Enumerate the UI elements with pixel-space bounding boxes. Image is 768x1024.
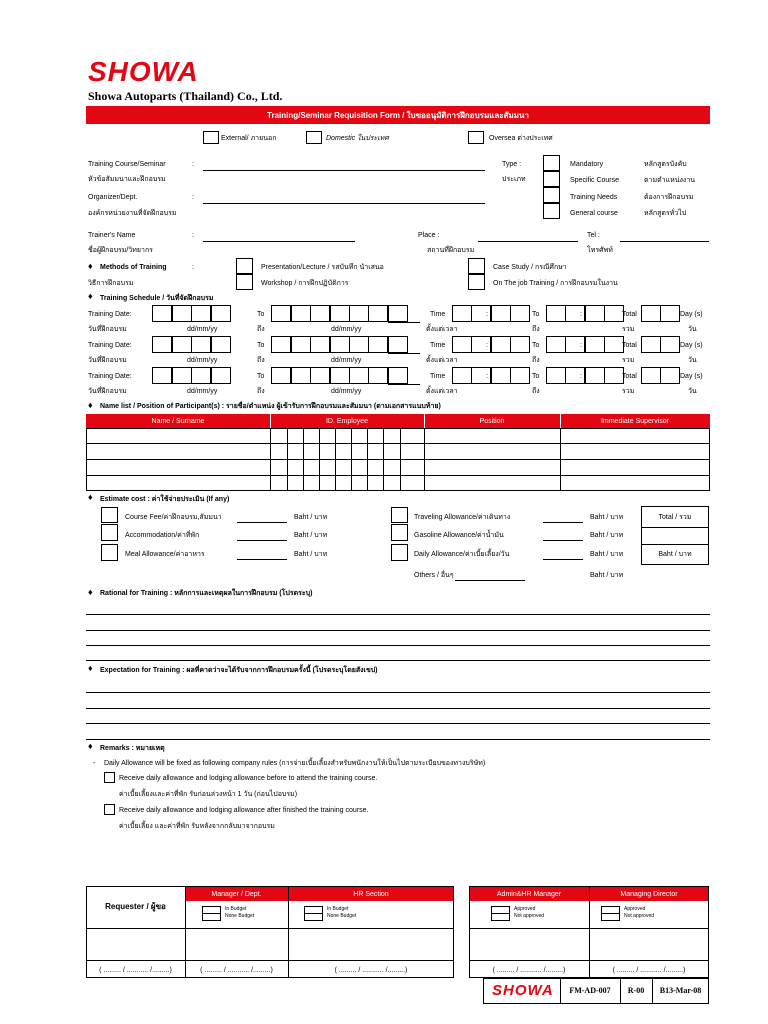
methods-label-th: วิธีการฝึกอบรม	[88, 280, 134, 287]
md-approved-label: Approved	[624, 906, 646, 912]
cost-total-box-divider	[641, 527, 709, 545]
approval-right-row-1	[469, 928, 709, 929]
col-id-header: ID. Employee	[325, 418, 369, 425]
cost-travel-input[interactable]	[543, 522, 583, 523]
type-needs-label: Training Needs	[570, 194, 618, 201]
cost-course-baht: Baht / บาท	[294, 514, 328, 521]
type-mandatory-checkbox[interactable]	[543, 155, 560, 171]
cost-daily-baht: Baht / บาท	[590, 551, 624, 558]
schedule-fmt-start-2: dd/mm/yy	[187, 357, 218, 364]
cost-gasoline-baht: Baht / บาท	[590, 532, 624, 539]
expectation-line-3[interactable]	[86, 723, 710, 724]
cost-daily-checkbox[interactable]	[391, 544, 408, 561]
schedule-to-3: To	[257, 373, 265, 380]
methods-label: Methods of Training	[100, 264, 167, 271]
schedule-to2-th-2: ถึง	[532, 357, 540, 364]
participant-header-divider-1	[270, 414, 271, 428]
hr-in-budget-label: In Budget	[327, 906, 349, 912]
remarks-line: Daily Allowance will be fixed as following company rules (การจ่ายเบี้ยเลี้ยงสำหรับพนักงานให้เป็นไปตามระเบียบของทางบริษัท)	[104, 760, 486, 767]
schedule-fmt-end-1: dd/mm/yy	[331, 326, 362, 333]
schedule-to2-2: To	[532, 342, 540, 349]
course-label: Training Course/Seminar	[88, 161, 166, 168]
participant-col-line-7	[367, 428, 368, 491]
rational-line-1[interactable]	[86, 614, 710, 615]
time-start-box-2-1[interactable]	[452, 336, 472, 353]
start-date-box-3-1[interactable]	[152, 367, 172, 384]
remarks-opt2-th: ค่าเบี้ยเลี้ยง และค่าที่พัก รับหลังจากกลับมาจากอบรม	[119, 823, 275, 830]
expectation-line-1[interactable]	[86, 692, 710, 693]
time-start-min-box-2-1[interactable]	[491, 336, 511, 353]
end-date-box-2-4[interactable]	[330, 336, 350, 353]
cost-meal-input[interactable]	[237, 559, 287, 560]
schedule-total-2: Total	[622, 342, 637, 349]
end-date-box-3-6[interactable]	[368, 367, 388, 384]
participant-col-line-4	[319, 428, 320, 491]
schedule-label: Training Schedule / วันที่จัดฝึกอบรม	[100, 295, 214, 302]
schedule-days-2: Day (s)	[680, 342, 703, 349]
oversea-label: Oversea ต่างประเทศ	[489, 135, 553, 142]
expectation-label: Expectation for Training : ผลที่คาดว่าจะได้รับจากการฝึกอบรมครั้งนี้ (โปรดระบุโดยสังเขป)	[100, 667, 378, 674]
total-days-box-3-1[interactable]	[641, 367, 661, 384]
participant-row-line-3	[86, 475, 710, 476]
hr-none-budget-label: None Budget	[327, 913, 357, 919]
time-end-min-box-3-1[interactable]	[585, 367, 605, 384]
end-date-underline-3	[388, 384, 420, 385]
remarks-bullet-icon: ♦	[88, 741, 93, 751]
schedule-time-th-2: ตั้งแต่เวลา	[426, 357, 458, 364]
footer-code: FM-AD-007	[569, 986, 611, 995]
participants-bullet-icon: ♦	[88, 400, 93, 410]
schedule-time-th-1: ตั้งแต่เวลา	[426, 326, 458, 333]
admin-header: Admin&HR Manager	[496, 891, 562, 898]
domestic-label: Domestic ในประเทศ	[326, 135, 389, 142]
time-end-box-1-1[interactable]	[546, 305, 566, 322]
schedule-time-1: Time	[430, 311, 446, 318]
time-start-min-box-3-2[interactable]	[510, 367, 530, 384]
manager-none-budget-label: None Budget	[225, 913, 255, 919]
tel-input[interactable]	[620, 241, 709, 242]
admin-approved-label: Approved	[514, 906, 536, 912]
type-general-label: General course	[570, 210, 618, 217]
time-start-box-1-1[interactable]	[452, 305, 472, 322]
schedule-to-th-1: ถึง	[257, 326, 265, 333]
schedule-to-1: To	[257, 311, 265, 318]
schedule-to2-1: To	[532, 311, 540, 318]
end-date-box-2-5[interactable]	[349, 336, 369, 353]
trainer-colon: :	[192, 232, 194, 239]
end-date-box-1-4[interactable]	[330, 305, 350, 322]
remarks-opt2-checkbox[interactable]	[104, 804, 115, 815]
cost-meal-baht: Baht / บาท	[294, 551, 328, 558]
time-end-colon-2: :	[580, 342, 582, 349]
schedule-date-label-th-1: วันที่ฝึกอบรม	[88, 326, 127, 333]
time-start-colon-1: :	[486, 311, 488, 318]
course-input[interactable]	[203, 170, 485, 171]
cost-course-label: Course Fee/ค่าฝึกอบรม,สัมมนา	[125, 514, 222, 521]
time-end-min-box-2-1[interactable]	[585, 336, 605, 353]
place-label-th: สถานที่ฝึกอบรม	[427, 247, 475, 254]
schedule-days-th-1: วัน	[688, 326, 697, 333]
time-start-min-box-2-2[interactable]	[510, 336, 530, 353]
time-end-box-2-2[interactable]	[565, 336, 585, 353]
cost-gasoline-checkbox[interactable]	[391, 524, 408, 541]
participant-col-line-3	[303, 428, 304, 491]
company-logo: SHOWA	[88, 56, 199, 87]
end-date-box-3-1[interactable]	[271, 367, 291, 384]
end-date-box-2-2[interactable]	[291, 336, 311, 353]
time-end-box-3-1[interactable]	[546, 367, 566, 384]
oversea-checkbox[interactable]	[468, 131, 484, 144]
schedule-time-2: Time	[430, 342, 446, 349]
schedule-time-3: Time	[430, 373, 446, 380]
type-label: Type :	[502, 161, 522, 168]
schedule-days-th-3: วัน	[688, 388, 697, 395]
end-date-box-1-1[interactable]	[271, 305, 291, 322]
start-date-box-1-3[interactable]	[191, 305, 211, 322]
end-date-box-1-6[interactable]	[368, 305, 388, 322]
type-specific-checkbox[interactable]	[543, 171, 560, 187]
admin-not-approved-label: Not approved	[514, 913, 545, 919]
schedule-time-th-3: ตั้งแต่เวลา	[426, 388, 458, 395]
schedule-date-label-1: Training Date:	[88, 311, 132, 318]
col-supervisor-header: Immediate Supervisor	[600, 418, 670, 425]
cost-accommodation-label: Accommodation/ค่าที่พัก	[125, 532, 200, 539]
methods-bullet-icon: ♦	[88, 261, 93, 271]
schedule-fmt-end-2: dd/mm/yy	[331, 357, 362, 364]
end-date-box-3-3[interactable]	[310, 367, 330, 384]
start-date-box-3-2[interactable]	[172, 367, 192, 384]
schedule-days-th-2: วัน	[688, 357, 697, 364]
time-start-box-2-2[interactable]	[471, 336, 491, 353]
col-position-header: Position	[479, 418, 505, 425]
cost-gasoline-label: Gasoline Allowance/ค่าน้ำมัน	[414, 532, 504, 539]
participant-col-line-6	[351, 428, 352, 491]
end-date-box-1-5[interactable]	[349, 305, 369, 322]
course-colon: :	[192, 161, 194, 168]
md-not-approved-label: Not approved	[624, 913, 655, 919]
participants-label: Name list / Position of Participant(s) : รายชื่อ/ตำแหน่ง ผู้เข้ารับการฝึกอบรมและสัมมนา (ตามเอกสารแนบท้าย)	[100, 403, 441, 410]
cost-travel-label: Traveling Allowance/ค่าเดินทาง	[414, 514, 511, 521]
rational-line-3[interactable]	[86, 645, 710, 646]
md-not-approved-checkbox[interactable]	[601, 913, 620, 921]
expectation-line-2[interactable]	[86, 708, 710, 709]
tel-label: Tel :	[587, 232, 600, 239]
participant-col-line-5	[335, 428, 336, 491]
method-workshop-checkbox[interactable]	[236, 274, 253, 290]
start-date-box-2-2[interactable]	[172, 336, 192, 353]
time-start-colon-2: :	[486, 342, 488, 349]
approval-left-row-2	[86, 960, 454, 961]
cost-accommodation-baht: Baht / บาท	[294, 532, 328, 539]
approval-left-row-1	[86, 928, 454, 929]
end-date-underline-2	[388, 353, 420, 354]
schedule-fmt-end-3: dd/mm/yy	[331, 388, 362, 395]
cost-others-baht: Baht / บาท	[590, 572, 624, 579]
end-date-box-3-2[interactable]	[291, 367, 311, 384]
requester-date[interactable]: ( ......... / ........... /.........)	[99, 967, 172, 974]
expectation-line-4[interactable]	[86, 739, 710, 740]
place-input[interactable]	[478, 241, 578, 242]
schedule-to-th-3: ถึง	[257, 388, 265, 395]
cost-bullet-icon: ♦	[88, 492, 93, 502]
total-days-box-2-1[interactable]	[641, 336, 661, 353]
end-date-box-3-4[interactable]	[330, 367, 350, 384]
participant-col-line-10	[424, 428, 425, 491]
time-end-colon-1: :	[580, 311, 582, 318]
rational-line-2[interactable]	[86, 630, 710, 631]
manager-header: Manager / Dept.	[211, 891, 262, 898]
end-date-box-2-7[interactable]	[388, 336, 408, 353]
time-end-min-box-1-2[interactable]	[604, 305, 624, 322]
method-ojt-checkbox[interactable]	[468, 274, 485, 290]
method-case-checkbox[interactable]	[468, 258, 485, 274]
organizer-label-th: องค์กรหน่วยงานที่จัดฝึกอบรม	[88, 210, 177, 217]
remarks-opt1: Receive daily allowance and lodging allowance before to attend the training course.	[119, 775, 378, 782]
time-start-box-3-2[interactable]	[471, 367, 491, 384]
expectation-bullet-icon: ♦	[88, 663, 93, 673]
footer-logo: SHOWA	[492, 982, 554, 999]
participant-header-divider-2	[424, 414, 425, 428]
time-start-min-box-3-1[interactable]	[491, 367, 511, 384]
place-label: Place :	[418, 232, 440, 239]
time-start-box-1-2[interactable]	[471, 305, 491, 322]
cost-total-label: Total / รวม	[658, 514, 692, 521]
md-header: Managing Director	[620, 891, 678, 898]
schedule-total-th-2: รวม	[622, 357, 635, 364]
type-general-checkbox[interactable]	[543, 203, 560, 219]
time-start-min-box-1-1[interactable]	[491, 305, 511, 322]
rational-line-4[interactable]	[86, 660, 710, 661]
remarks-opt1-th: ค่าเบี้ยเลี้ยงและค่าที่พัก รับก่อนล่วงหน้า 1 วัน (ก่อนไปอบรม)	[119, 791, 298, 798]
time-end-min-box-3-2[interactable]	[604, 367, 624, 384]
schedule-date-label-2: Training Date:	[88, 342, 132, 349]
schedule-fmt-start-1: dd/mm/yy	[187, 326, 218, 333]
time-end-min-box-2-2[interactable]	[604, 336, 624, 353]
organizer-input[interactable]	[203, 203, 485, 204]
cost-meal-checkbox[interactable]	[101, 544, 118, 561]
schedule-fmt-start-3: dd/mm/yy	[187, 388, 218, 395]
participant-col-line-1	[270, 428, 271, 491]
end-date-box-1-2[interactable]	[291, 305, 311, 322]
total-days-box-1-2[interactable]	[660, 305, 680, 322]
type-specific-label: Specific Course	[570, 177, 620, 184]
manager-none-budget-checkbox[interactable]	[202, 913, 221, 921]
trainer-label: Trainer's Name	[88, 232, 136, 239]
type-mandatory-th: หลักสูตรบังคับ	[644, 161, 687, 168]
tel-label-th: โทรศัพท์	[587, 247, 613, 254]
manager-in-budget-label: In Budget	[225, 906, 247, 912]
admin-date[interactable]: ( ......... / ........... /.........)	[492, 967, 566, 974]
hr-header: HR Section	[353, 891, 389, 898]
cost-travel-checkbox[interactable]	[391, 507, 408, 523]
schedule-total-1: Total	[622, 311, 637, 318]
end-date-box-1-7[interactable]	[388, 305, 408, 322]
schedule-total-3: Total	[622, 373, 637, 380]
end-date-box-1-3[interactable]	[310, 305, 330, 322]
schedule-to2-3: To	[532, 373, 540, 380]
start-date-box-1-2[interactable]	[172, 305, 192, 322]
cost-course-input[interactable]	[237, 522, 287, 523]
remarks-opt1-checkbox[interactable]	[104, 772, 115, 783]
schedule-bullet-icon: ♦	[88, 291, 93, 301]
end-date-box-2-6[interactable]	[368, 336, 388, 353]
cost-accommodation-checkbox[interactable]	[101, 524, 118, 541]
schedule-total-th-1: รวม	[622, 326, 635, 333]
time-start-min-box-1-2[interactable]	[510, 305, 530, 322]
schedule-days-3: Day (s)	[680, 373, 703, 380]
type-general-th: หลักสูตรทั่วไป	[644, 210, 687, 217]
company-name: Showa Autoparts (Thailand) Co., Ltd.	[88, 89, 283, 103]
time-end-box-1-2[interactable]	[565, 305, 585, 322]
time-start-colon-3: :	[486, 373, 488, 380]
type-specific-th: ตามตำแหน่งงาน	[644, 177, 696, 184]
schedule-to-th-2: ถึง	[257, 357, 265, 364]
total-days-box-2-2[interactable]	[660, 336, 680, 353]
manager-date[interactable]: ( ......... / ........... /.........)	[200, 967, 273, 974]
start-date-box-2-3[interactable]	[191, 336, 211, 353]
methods-colon: :	[192, 264, 194, 271]
start-date-box-2-4[interactable]	[211, 336, 231, 353]
time-end-min-box-1-1[interactable]	[585, 305, 605, 322]
total-days-box-1-1[interactable]	[641, 305, 661, 322]
participant-col-line-2	[287, 428, 288, 491]
method-workshop-label: Workshop / การฝึกปฏิบัติการ	[261, 280, 349, 287]
participant-row-line-1	[86, 443, 710, 444]
type-needs-th: ต้องการฝึกอบรม	[644, 194, 694, 201]
time-end-box-3-2[interactable]	[565, 367, 585, 384]
footer-rev: R-00	[627, 986, 645, 995]
time-end-box-2-1[interactable]	[546, 336, 566, 353]
schedule-total-th-3: รวม	[622, 388, 635, 395]
hr-date[interactable]: ( ......... / ........... /.........)	[334, 967, 408, 974]
method-presentation-label: Presentation/Lecture / รสบันทึก นำเสนอ	[261, 264, 384, 271]
cost-meal-label: Meal Allowance/ค่าอาหาร	[125, 551, 205, 558]
type-needs-checkbox[interactable]	[543, 187, 560, 203]
participant-row-line-2	[86, 459, 710, 460]
end-date-box-2-3[interactable]	[310, 336, 330, 353]
cost-others-label: Others / อื่นๆ	[414, 572, 454, 579]
participant-col-line-9	[400, 428, 401, 491]
type-label-th: ประเภท	[502, 176, 526, 183]
participant-header-divider-3	[560, 414, 561, 428]
rational-bullet-icon: ♦	[88, 587, 93, 597]
requester-label: Requester / ผู้ขอ	[105, 902, 166, 911]
admin-not-approved-checkbox[interactable]	[491, 913, 510, 921]
cost-gasoline-input[interactable]	[543, 540, 583, 541]
external-checkbox[interactable]	[203, 131, 219, 144]
start-date-box-3-4[interactable]	[211, 367, 231, 384]
total-days-box-3-2[interactable]	[660, 367, 680, 384]
end-date-underline-1	[388, 322, 420, 323]
organizer-colon: :	[192, 194, 194, 201]
schedule-date-label-3: Training Date:	[88, 373, 132, 380]
method-case-label: Case Study / กรณีศึกษา	[493, 264, 567, 271]
participant-col-line-11	[560, 428, 561, 491]
cost-travel-baht: Baht / บาท	[590, 514, 624, 521]
course-label-th: หัวข้อสัมมนาและฝึกอบรม	[88, 176, 166, 183]
cost-label: Estimate cost : ค่าใช้จ่ายประเมิน (If any)	[100, 496, 230, 503]
hr-none-budget-checkbox[interactable]	[304, 913, 323, 921]
domestic-checkbox[interactable]	[306, 131, 322, 144]
end-date-box-3-5[interactable]	[349, 367, 369, 384]
md-date[interactable]: ( ......... / ........... /.........)	[612, 967, 686, 974]
cost-course-checkbox[interactable]	[101, 507, 118, 523]
type-mandatory-label: Mandatory	[570, 161, 604, 168]
start-date-box-1-4[interactable]	[211, 305, 231, 322]
rational-label: Rational for Training : หลักการและเหตุผลในการฝึกอบรม (โปรดระบุ)	[100, 590, 313, 597]
footer-date: B13-Mar-08	[659, 986, 702, 995]
cost-daily-label: Daily Allowance/ค่าเบี้ยเลี้ยง/วัน	[414, 551, 510, 558]
schedule-date-label-th-3: วันที่ฝึกอบรม	[88, 388, 127, 395]
cost-accommodation-input[interactable]	[237, 540, 287, 541]
col-name-header: Name / Surname	[151, 418, 205, 425]
schedule-days-1: Day (s)	[680, 311, 703, 318]
method-ojt-label: On The job Training / การฝึกอบรมในงาน	[493, 280, 618, 287]
trainer-input[interactable]	[203, 241, 355, 242]
external-label: External/ ภายนอก	[221, 135, 277, 142]
participant-col-line-8	[383, 428, 384, 491]
schedule-to2-th-3: ถึง	[532, 388, 540, 395]
form-title: Training/Seminar Requisition Form / ใบขออนุมัติการฝึกอบรมและสัมมนา	[267, 111, 529, 120]
start-date-box-1-1[interactable]	[152, 305, 172, 322]
remarks-dash: -	[93, 760, 96, 767]
end-date-box-3-7[interactable]	[388, 367, 408, 384]
start-date-box-2-1[interactable]	[152, 336, 172, 353]
schedule-to-2: To	[257, 342, 265, 349]
organizer-label: Organizer/Dept.	[88, 194, 138, 201]
remarks-label: Remarks : หมายเหตุ	[100, 745, 165, 752]
cost-others-input[interactable]	[455, 580, 525, 581]
schedule-to2-th-1: ถึง	[532, 326, 540, 333]
cost-total-baht: Baht / บาท	[658, 551, 692, 558]
start-date-box-3-3[interactable]	[191, 367, 211, 384]
cost-daily-input[interactable]	[543, 559, 583, 560]
method-presentation-checkbox[interactable]	[236, 258, 253, 274]
trainer-label-th: ชื่อผู้ฝึกอบรม/วิทยากร	[88, 247, 153, 254]
remarks-opt2: Receive daily allowance and lodging allowance after finished the training course.	[119, 807, 369, 814]
approval-right-row-2	[469, 960, 709, 961]
schedule-date-label-th-2: วันที่ฝึกอบรม	[88, 357, 127, 364]
end-date-box-2-1[interactable]	[271, 336, 291, 353]
time-end-colon-3: :	[580, 373, 582, 380]
time-start-box-3-1[interactable]	[452, 367, 472, 384]
